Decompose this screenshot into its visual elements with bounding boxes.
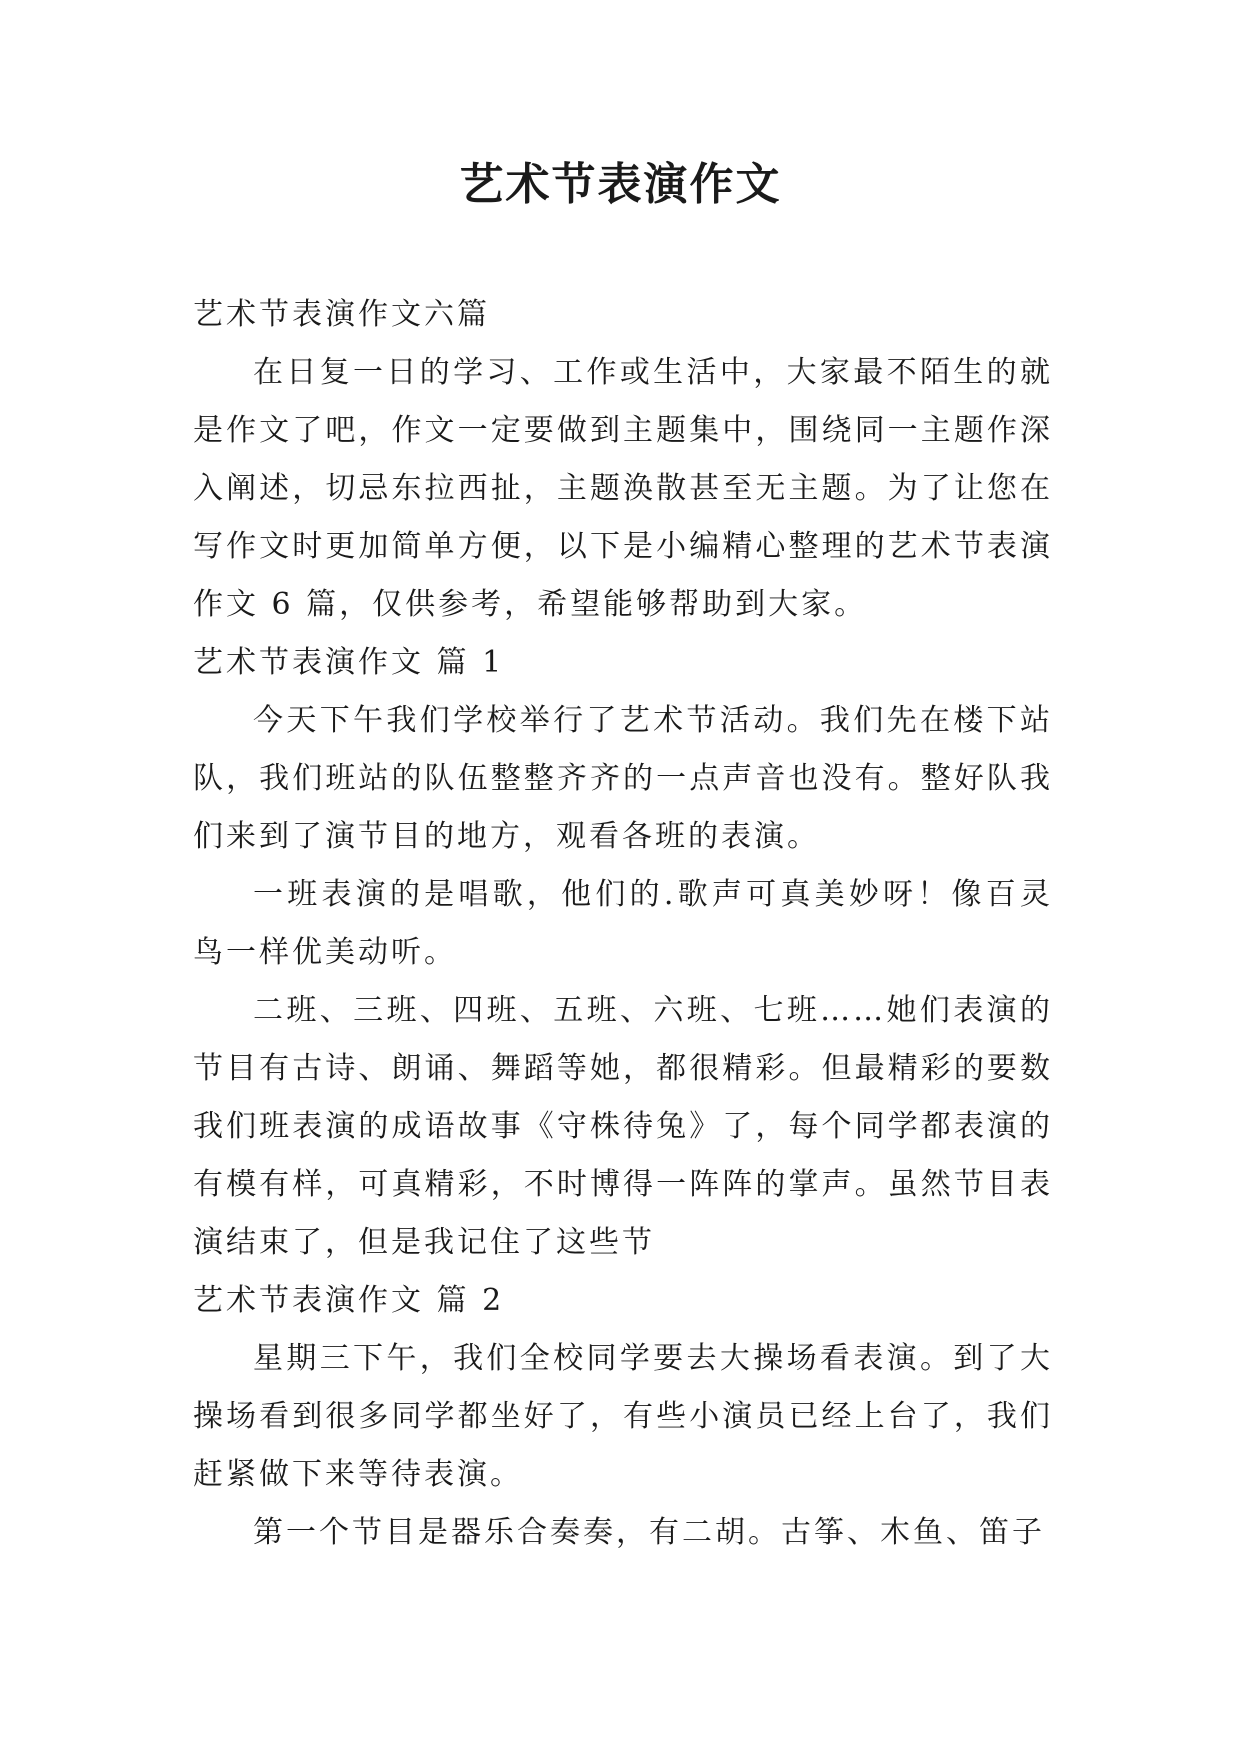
intro-paragraph: 在日复一日的学习、工作或生活中，大家最不陌生的就是作文了吧，作文一定要做到主题集中，围绕同一主题作深入阐述，切忌东拉西扯，主题涣散甚至无主题。为了让您在写作文时更加简单方便，以下是小编精心整理的艺术节表演作文 6 篇，仅供参考，希望能够帮助到大家。 — [193, 355, 1053, 622]
article-subtitle: 艺术节表演作文六篇 — [193, 297, 490, 332]
document-body — [193, 286, 1053, 1562]
paragraph: 第一个节目是器乐合奏奏，有二胡。古筝、木鱼、笛子 — [253, 1515, 1045, 1550]
document-title: 艺术节表演作文 — [459, 159, 782, 210]
paragraph: 一班表演的是唱歌，他们的.歌声可真美妙呀！像百灵鸟一样优美动听。 — [193, 877, 1053, 970]
paragraph: 二班、三班、四班、五班、六班、七班……她们表演的节目有古诗、朗诵、舞蹈等她，都很精彩。但最精彩的要数我们班表演的成语故事《守株待兔》了，每个同学都表演的有模有样，可真精彩，不时博得一阵阵的掌声。虽然节目表演结束了，但是我记住了这些节 — [193, 993, 1053, 1260]
paragraph: 今天下午我们学校举行了艺术节活动。我们先在楼下站队，我们班站的队伍整整齐齐的一点声音也没有。整好队我们来到了演节目的地方，观看各班的表演。 — [193, 703, 1053, 854]
section-heading-2: 艺术节表演作文 篇 2 — [193, 1283, 505, 1318]
section-heading-1: 艺术节表演作文 篇 1 — [193, 645, 505, 680]
paragraph: 星期三下午，我们全校同学要去大操场看表演。到了大操场看到很多同学都坐好了，有些小演员已经上台了，我们赶紧做下来等待表演。 — [193, 1341, 1053, 1492]
